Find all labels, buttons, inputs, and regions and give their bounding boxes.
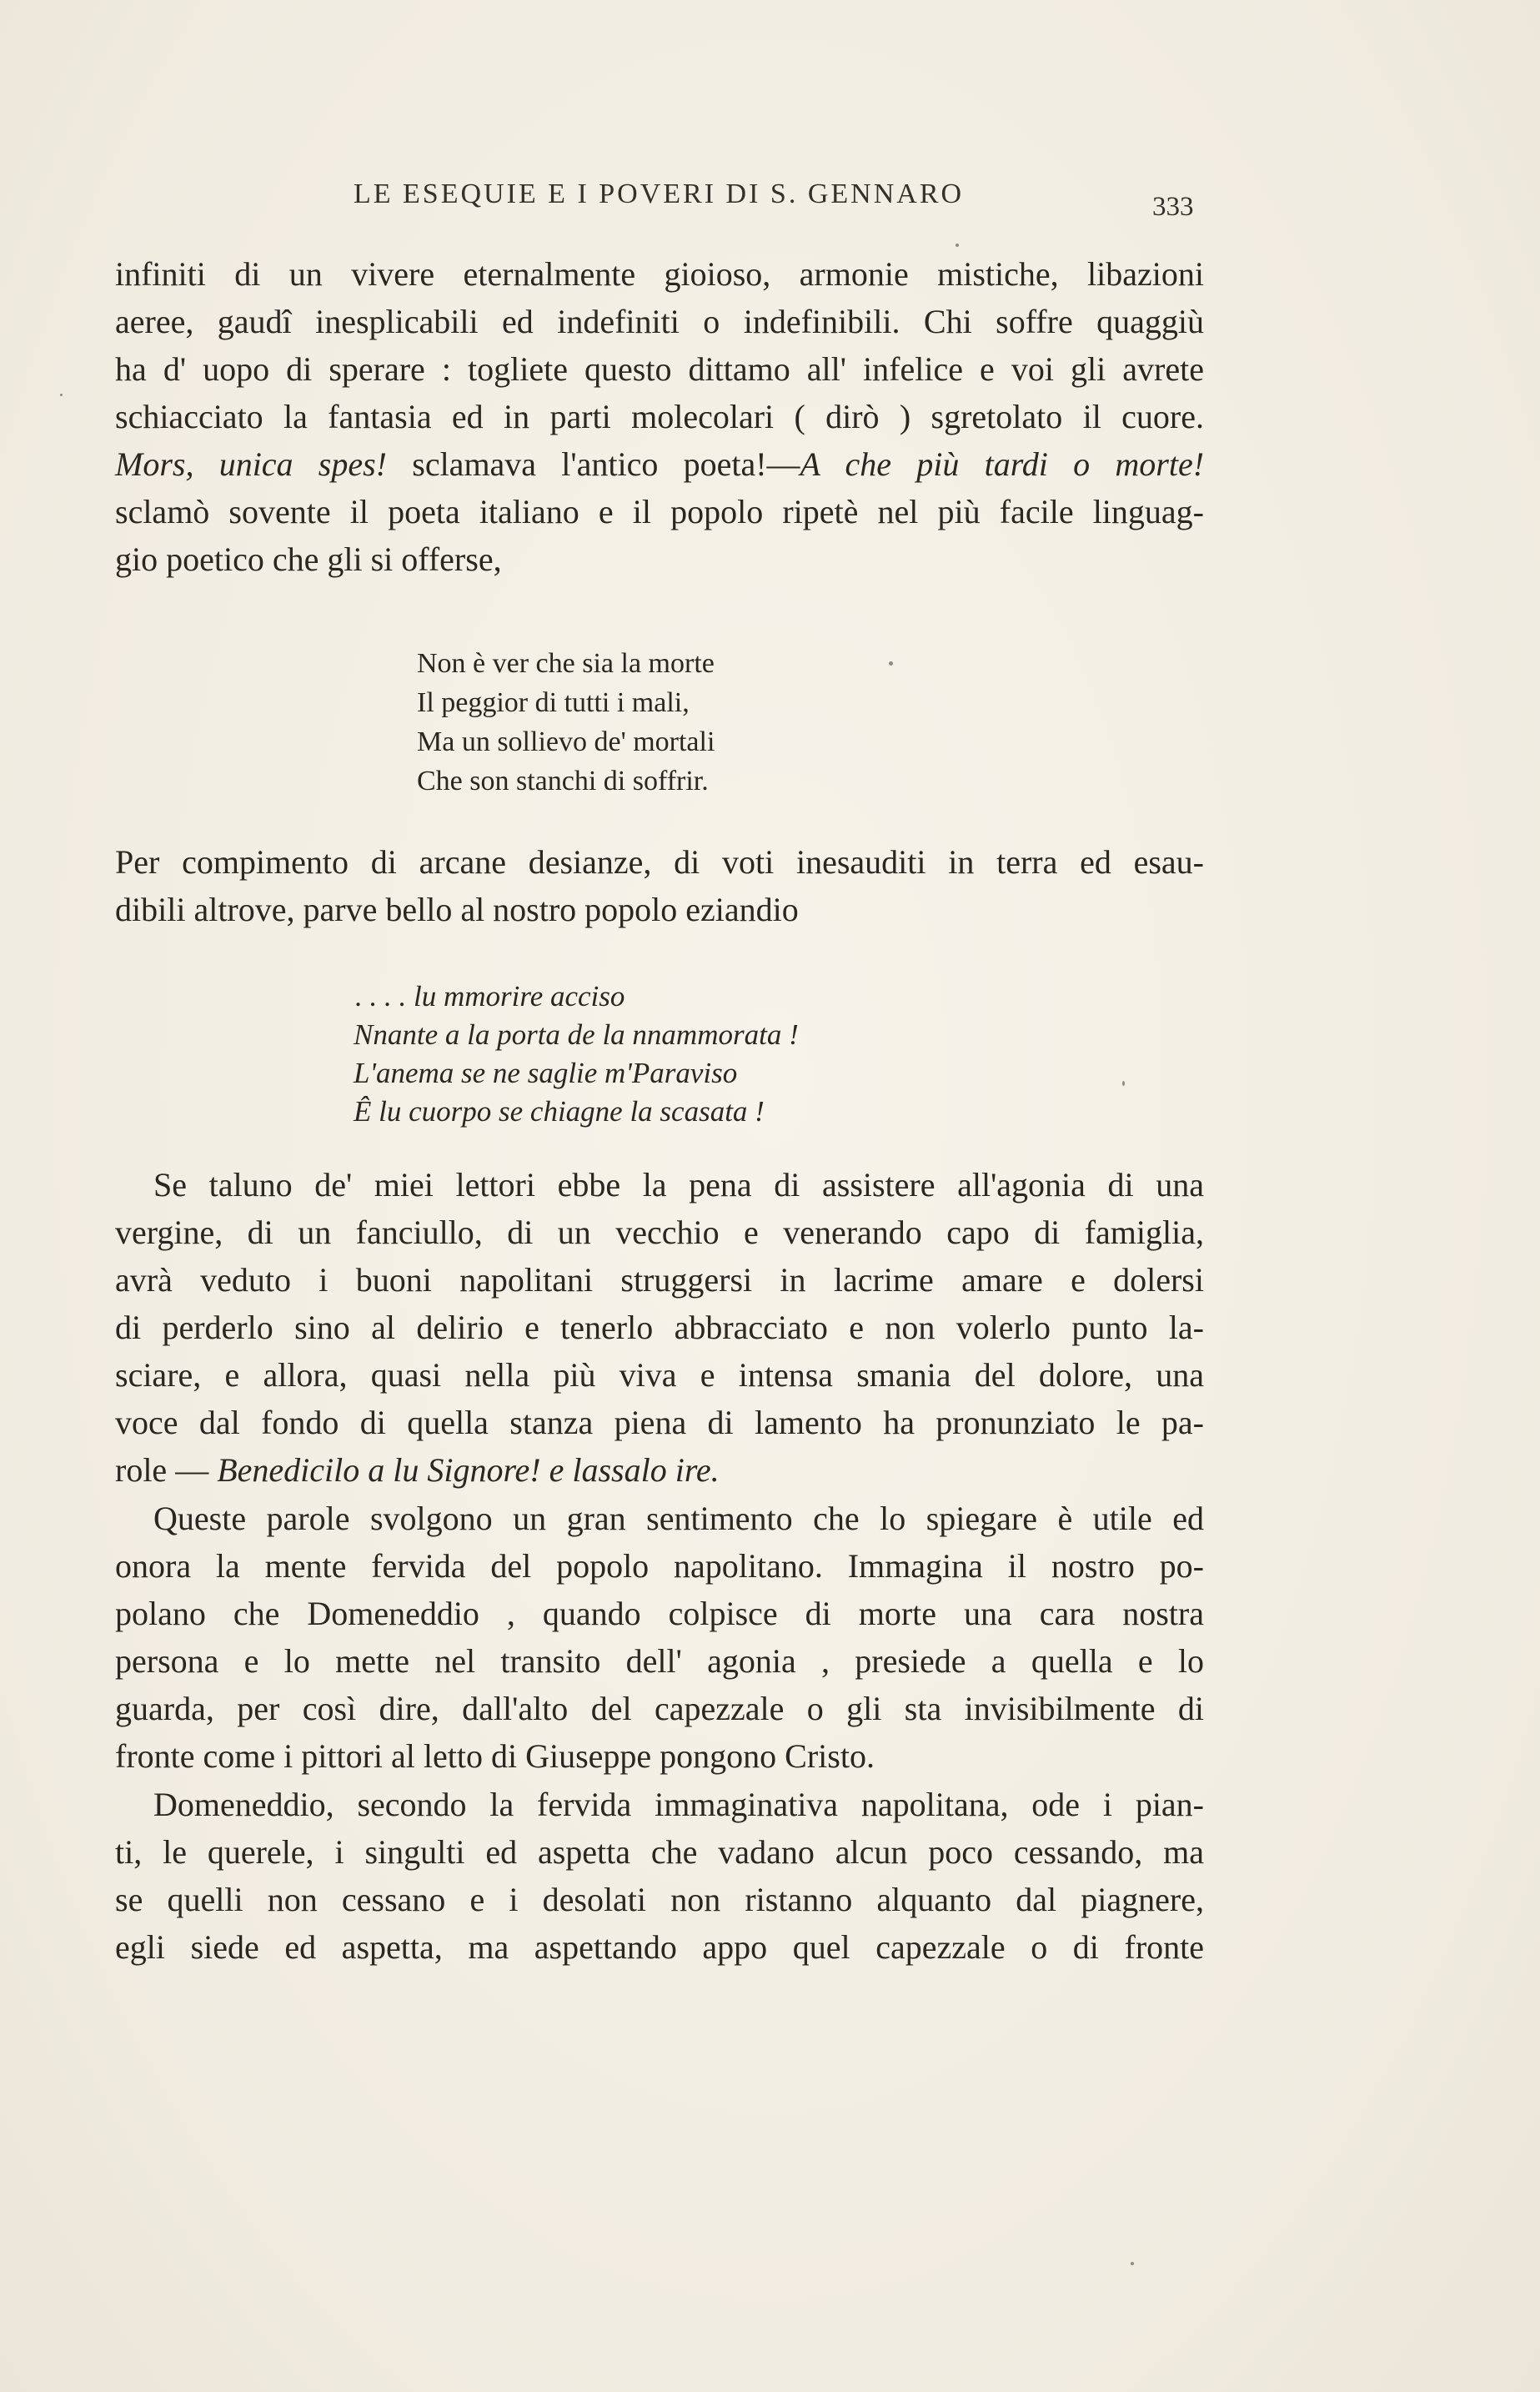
verse-block-2 <box>354 977 799 1131</box>
verse-line: L'anema se ne saglie m'Paraviso <box>354 1057 738 1089</box>
verse-line: . . . . lu mmorire acciso <box>355 980 625 1013</box>
paragraph-2 <box>115 838 1204 933</box>
paragraph-4 <box>115 1495 1204 1780</box>
text-fragment: role — <box>115 1451 218 1489</box>
text-line <box>115 1446 1204 1494</box>
text-line: onora la mente fervida del popolo napolitano. Immagina il nostro po- <box>115 1547 1204 1585</box>
verse-line: Il peggior di tutti i mali, <box>417 687 690 718</box>
page-number: 333 <box>1152 192 1194 222</box>
text-line: se quelli non cessano e i desolati non ristanno alquanto dal piagnere, <box>115 1881 1204 1918</box>
text-line: ti, le querele, i singulti ed aspetta che vadano alcun poco cessando, ma <box>115 1833 1204 1871</box>
paper-speck <box>956 244 959 247</box>
verse-block-1 <box>417 644 715 801</box>
verse-line: Ê lu cuorpo se chiagne la scasata ! <box>354 1095 765 1128</box>
paper-speck <box>1122 1081 1125 1086</box>
paragraph-1 <box>115 250 1204 583</box>
verse-line: Nnante a la porta de la nnammorata ! <box>354 1018 799 1051</box>
text-line: fronte come i pittori al letto di Giuseppe pongono Cristo. <box>115 1737 875 1775</box>
text-line: guarda, per così dire, dall'alto del capezzale o gli sta invisibilmente di <box>115 1690 1204 1727</box>
text-line: ha d' uopo di sperare : togliete questo dittamo all' infelice e voi gli avrete <box>115 350 1204 388</box>
paper-speck <box>1131 2262 1134 2265</box>
text-line: gio poetico che gli si offerse, <box>115 540 502 578</box>
text-line: polano che Domeneddio , quando colpisce di morte una cara nostra <box>115 1595 1204 1632</box>
verse-line: Ma un sollievo de' mortali <box>417 726 715 757</box>
paper-speck <box>889 661 893 666</box>
paper-speck <box>60 394 63 396</box>
text-line: avrà veduto i buoni napolitani struggersi in lacrime amare e dolersi <box>115 1261 1204 1299</box>
verse-line: Che son stanchi di soffrir. <box>417 766 709 796</box>
running-head: LE ESEQUIE E I POVERI DI S. GENNARO <box>354 178 965 209</box>
text-line: infiniti di un vivere eternalmente gioioso, armonie mistiche, libazioni <box>115 255 1204 293</box>
text-line: persona e lo mette nel transito dell' agonia , presiede a quella e lo <box>115 1642 1204 1680</box>
paragraph-5 <box>115 1781 1204 1971</box>
dialect-quote: Benedicilo a lu Signore! e lassalo ire. <box>217 1451 720 1489</box>
text-line: sciare, e allora, quasi nella più viva e intensa smania del dolore, una <box>115 1356 1204 1394</box>
text-fragment: sclamava l'antico poeta!— <box>387 445 800 483</box>
text-line: Domeneddio, secondo la fervida immaginativa napolitana, ode i pian- <box>153 1786 1204 1823</box>
text-line: Per compimento di arcane desianze, di voti inesauditi in terra ed esau- <box>115 843 1204 881</box>
text-line: aeree, gaudî inesplicabili ed indefiniti o indefinibili. Chi soffre quaggiù <box>115 303 1204 340</box>
latin-quote: Mors, unica spes! <box>115 445 388 483</box>
text-line: di perderlo sino al delirio e tenerlo abbracciato e non volerlo punto la- <box>115 1309 1204 1346</box>
paragraph-3 <box>115 1161 1204 1494</box>
text-line: dibili altrove, parve bello al nostro popolo eziandio <box>115 891 799 928</box>
text-line: sclamò sovente il poeta italiano e il popolo ripetè nel più facile linguag- <box>115 493 1204 530</box>
text-line: schiacciato la fantasia ed in parti molecolari ( dirò ) sgretolato il cuore. <box>115 398 1204 435</box>
text-line: egli siede ed aspetta, ma aspettando appo quel capezzale o di fronte <box>115 1928 1204 1966</box>
text-line: vergine, di un fanciullo, di un vecchio e venerando capo di famiglia, <box>115 1214 1204 1251</box>
text-line <box>115 440 1204 488</box>
text-line: Queste parole svolgono un gran sentimento che lo spiegare è utile ed <box>153 1500 1204 1537</box>
italian-quote: A che più tardi o morte! <box>800 445 1205 483</box>
text-line: voce dal fondo di quella stanza piena di lamento ha pronunziato le pa- <box>115 1404 1204 1441</box>
verse-line: Non è ver che sia la morte <box>417 648 715 679</box>
text-line: Se taluno de' miei lettori ebbe la pena di assistere all'agonia di una <box>153 1166 1204 1204</box>
